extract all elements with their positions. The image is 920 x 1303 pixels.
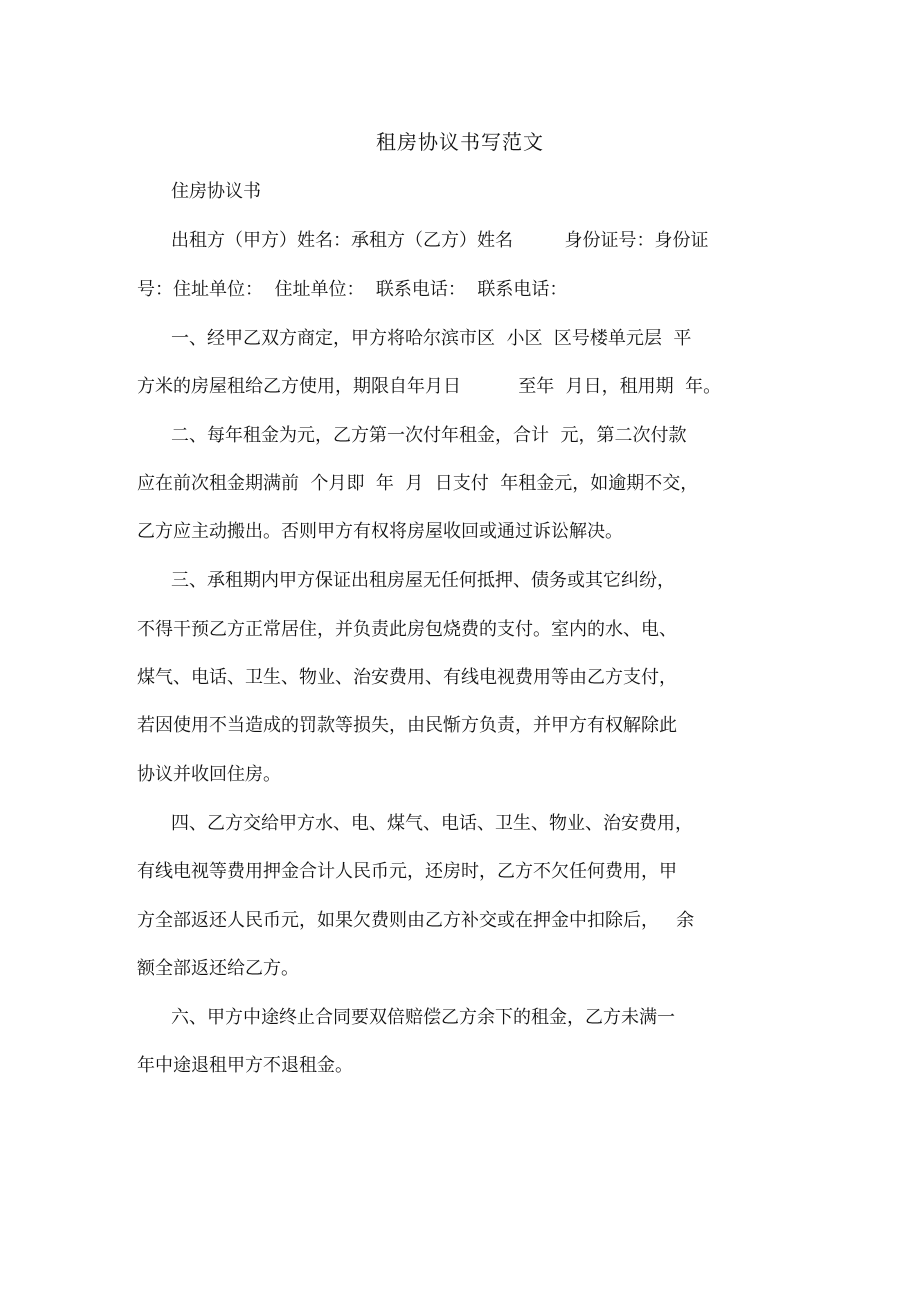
clause-4-line-1: 四、乙方交给甲方水、电、煤气、电话、卫生、物业、治安费用， [171,813,693,834]
clause-1-line-1: 一、经甲乙双方商定，甲方将哈尔滨市区 小区 区号楼单元层 平 [171,328,692,349]
clause-3-line-1: 三、承租期内甲方保证出租房屋无任何抵押、债务或其它纠纷， [171,570,675,591]
clause-4-line-3: 方全部返还人民币元，如果欠费则由乙方补交或在押金中扣除后， 余 [137,910,695,931]
clause-6-line-2: 年中途退租甲方不退租金。 [137,1055,353,1076]
clause-3-line-2: 不得干预乙方正常居住，并负责此房包烧费的支付。室内的水、电、 [137,619,677,640]
clause-6-line-1: 六、甲方中途终止合同要双倍赔偿乙方余下的租金，乙方未满一 [171,1007,675,1028]
clause-1-line-2: 方米的房屋租给乙方使用，期限自年月日 至年 月日，租用期 年。 [137,376,722,397]
clause-3-line-5: 协议并收回住房。 [137,764,281,785]
party-info-line-1: 出租方（甲方）姓名：承租方（乙方）姓名 身份证号：身份证 [171,230,709,251]
clause-2-line-3: 乙方应主动搬出。否则甲方有权将房屋收回或通过诉讼解决。 [137,521,623,542]
clause-4-line-2: 有线电视等费用押金合计人民币元，还房时，乙方不欠任何费用，甲 [137,861,677,882]
clause-2-line-1: 二、每年租金为元，乙方第一次付年租金，合计 元，第二次付款 [171,425,687,446]
clause-2-line-2: 应在前次租金期满前 个月即 年 月 日支付 年租金元，如逾期不交， [137,473,699,494]
subtitle-line: 住房协议书 [171,181,261,202]
document-title: 租房协议书写范文 [376,130,544,154]
clause-3-line-3: 煤气、电话、卫生、物业、治安费用、有线电视费用等由乙方支付， [137,667,677,688]
clause-4-line-4: 额全部返还给乙方。 [137,958,299,979]
clause-3-line-4: 若因使用不当造成的罚款等损失，由民惭方负责，并甲方有权解除此 [137,715,677,736]
party-info-line-2: 号：住址单位： 住址单位： 联系电话： 联系电话： [137,279,568,300]
